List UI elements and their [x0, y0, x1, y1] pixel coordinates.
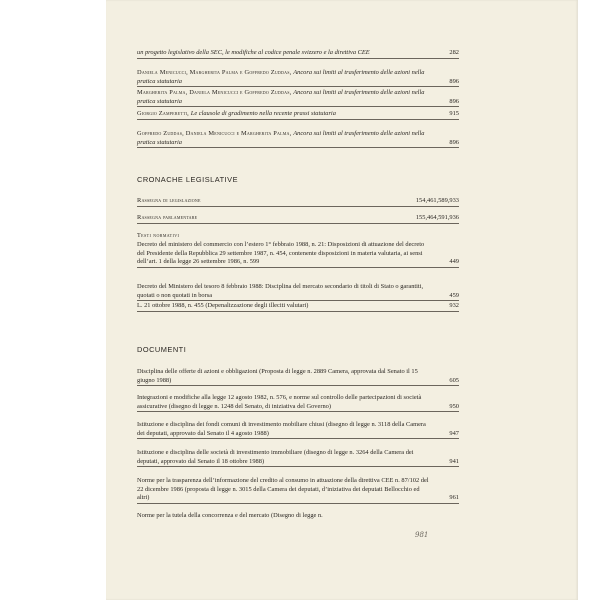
entry-title: Ancora sui limiti al trasferimento delle azioni nella pratica statutaria — [137, 130, 425, 146]
list-item — [137, 110, 459, 120]
entry-title: Ancora sui limiti al trasferimento delle azioni nella pratica statutaria — [137, 89, 425, 105]
section-heading-cronache: CRONACHE LEGISLATIVE — [137, 175, 239, 184]
entry-authors: Goffredo Zuddas, Daniela Menicucci e Margherita Palma, — [137, 130, 294, 137]
index-content — [137, 0, 459, 600]
entry-text: Decreto del Ministero del tesoro 8 febbraio 1988: Disciplina del mercato secondario di titoli di Stato o garantiti, quotati o non quotati in borsa — [137, 283, 424, 299]
subheading-testi-normativi: Testi normativi — [137, 232, 180, 239]
entry-title: Ancora sui limiti al trasferimento delle azioni nella pratica statutaria — [137, 69, 425, 85]
page-number: 896 — [449, 138, 459, 146]
page-number: 459 — [449, 291, 459, 299]
entry-title: un progetto legislativo della SEC, le modifiche al codice penale svizzero e la direttiva CEE — [137, 49, 370, 56]
page-number: 915 — [449, 110, 459, 117]
rassegna-label: Rassegna di legislazione — [137, 197, 201, 204]
section-heading-documenti: DOCUMENTI — [137, 345, 187, 354]
entry-text: Norme per la trasparenza dell’informazione del credito al consumo in attuazione della direttiva CEE n. 87/102 del 22 dicembre 1986 (proposta di legge n. 3015 della Camera dei deputati, d’iniziativa dei deputati Bellocchio ed altri) — [137, 477, 429, 502]
entry-text: Decreto del ministero del commercio con l’estero 1° febbraio 1988, n. 21: Disposizioni di attuazione del decreto del Presidente della Repubblica 29 settembre 1987, n. 454, contenente disposizioni in materia valutaria, ai sensi dell’art. 1 della legge 26 settembre 1986, n. 599 — [137, 241, 425, 266]
entry-title: Le clausole di gradimento nella recente prassi statutaria — [190, 110, 336, 117]
entry-authors: Giorgio Zamperetti, — [137, 110, 191, 117]
list-item — [137, 368, 459, 386]
list-item — [137, 197, 459, 207]
list-item — [137, 49, 459, 59]
entry-text: Istituzione e disciplina dei fondi comuni di investimento mobiliare chiusi (disegno di legge n. 3118 della Camera dei deputati, approvato dal Senato il 4 agosto 1988) — [137, 421, 426, 437]
list-item — [137, 477, 459, 504]
entry-text: L. 21 ottobre 1988, n. 455 (Depenalizzazione degli illeciti valutari) — [137, 302, 309, 309]
page-number: 605 — [449, 376, 459, 384]
entry-text: Integrazioni e modifiche alla legge 12 agosto 1982, n. 576, e norme sul controllo delle partecipazioni di società assicurative (disegno di legge n. 1248 del Senato, di iniziativa del Governo) — [137, 394, 422, 410]
list-item — [137, 449, 459, 467]
page-number: 896 — [449, 97, 459, 105]
list-item — [137, 394, 459, 412]
list-item — [137, 421, 459, 439]
list-item — [137, 69, 459, 87]
entry-text: Norme per la tutela della concorrenza e del mercato (Disegno di legge n. — [137, 512, 323, 519]
page-number: 449 — [449, 258, 459, 266]
list-item — [137, 241, 459, 268]
page-number: 932 — [449, 302, 459, 309]
list-item — [137, 512, 459, 521]
entry-authors: Daniela Menicucci, Margherita Palma e Goffredo Zuddas, — [137, 69, 294, 76]
list-item — [137, 302, 459, 312]
list-item — [137, 214, 459, 224]
page-number: 282 — [449, 49, 459, 56]
page-number: 154,461,589,933 — [415, 197, 459, 204]
entry-authors: Margherita Palma, Daniela Menicucci e Goffredo Zuddas, — [137, 89, 294, 96]
page-number: 947 — [449, 429, 459, 437]
folio-page-number: 981 — [415, 531, 429, 539]
entry-text: Disciplina delle offerte di azioni e obbligazioni (Proposta di legge n. 2889 Camera, approvata dal Senato il 15 giugno 1988) — [137, 368, 418, 384]
page-number: 961 — [449, 494, 459, 502]
page-number: 896 — [449, 77, 459, 85]
page-number: 155,464,591,936 — [415, 214, 459, 221]
rassegna-label: Rassegna parlamentare — [137, 214, 198, 221]
page-number: 941 — [449, 457, 459, 465]
list-item — [137, 283, 459, 301]
list-item — [137, 130, 459, 148]
entry-text: Istituzione e disciplina delle società di investimento immobiliare (disegno di legge n. 3264 della Camera dei deputati, approvato dal Senato il 18 ottobre 1988) — [137, 449, 414, 465]
list-item — [137, 89, 459, 107]
page-number: 950 — [449, 402, 459, 410]
